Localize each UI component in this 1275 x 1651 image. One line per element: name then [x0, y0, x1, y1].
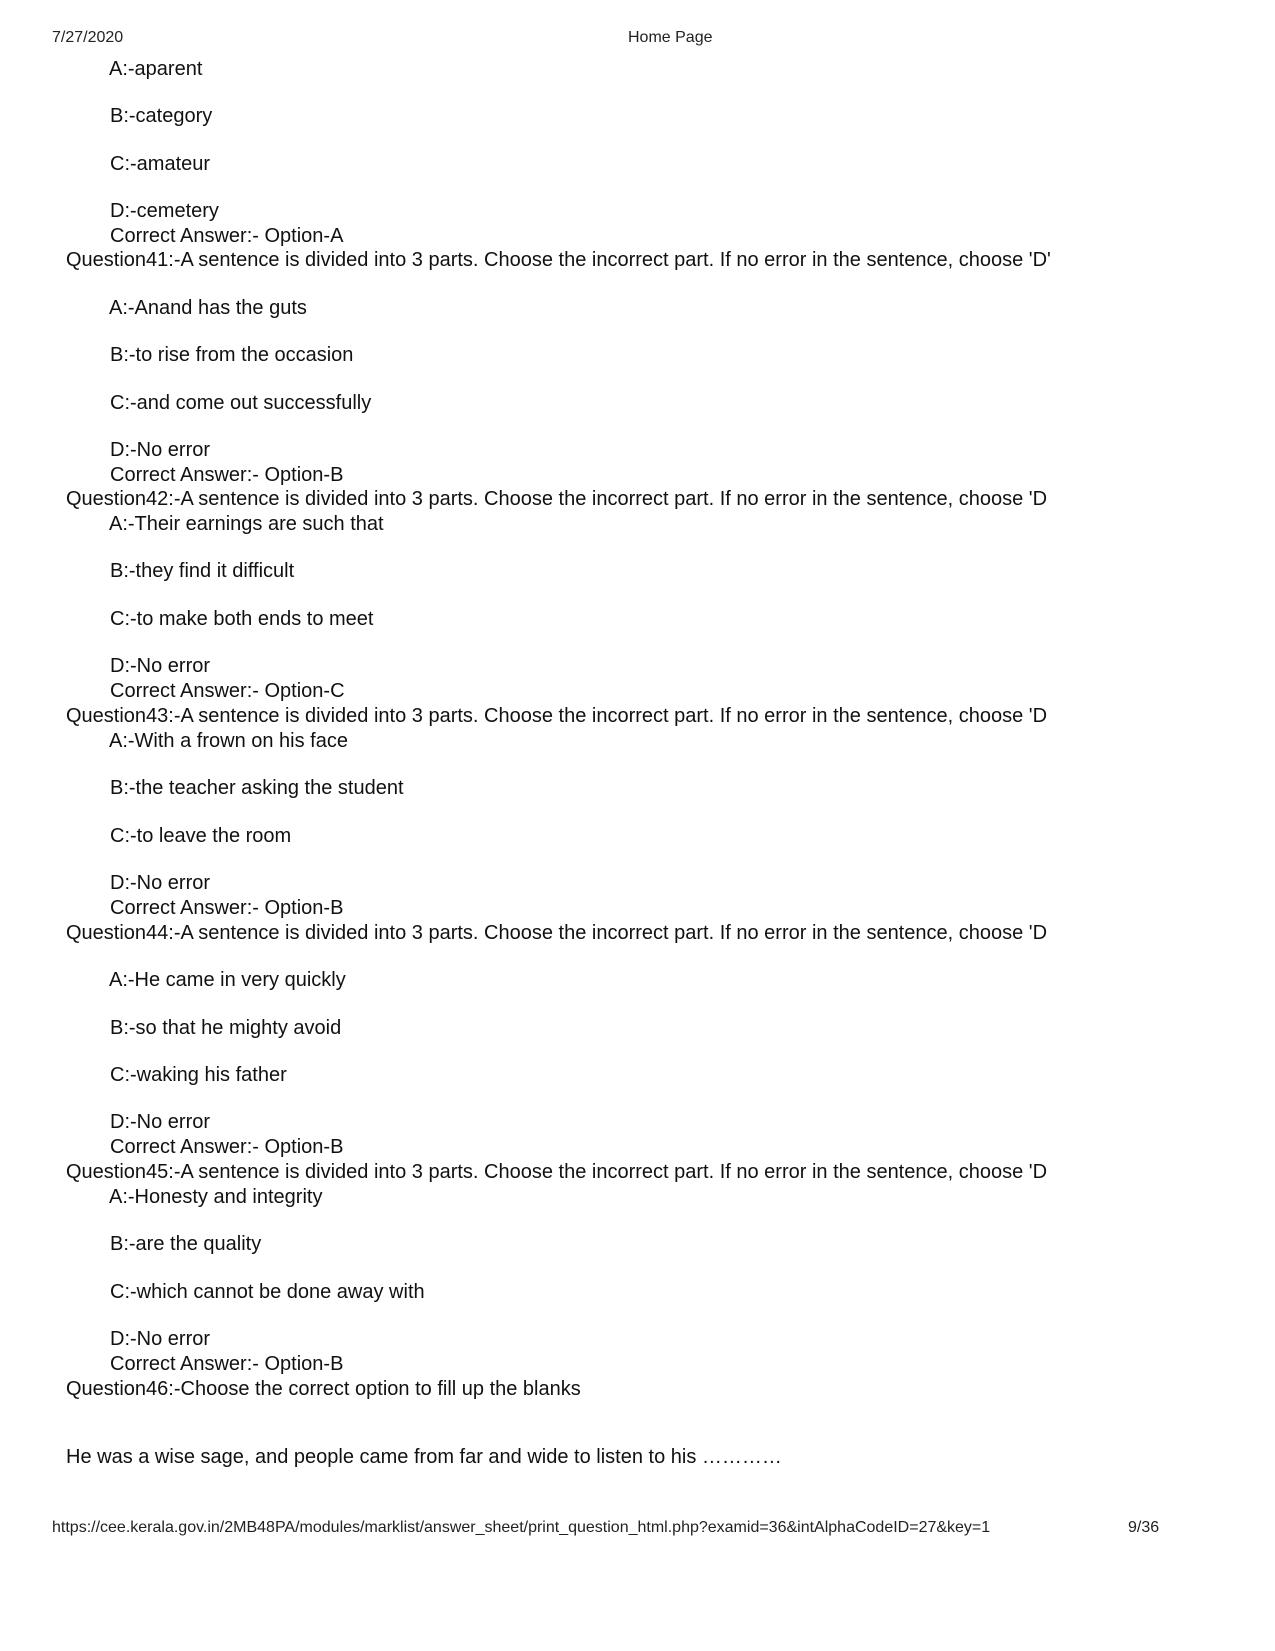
q42-correct-answer: Correct Answer:- Option-C	[110, 680, 345, 702]
q42-option-d: D:-No error	[110, 655, 211, 677]
q45-correct-answer: Correct Answer:- Option-B	[110, 1353, 344, 1375]
q43-question: Question43:-A sentence is divided into 3 parts. Choose the incorrect part. If no error in the sentence, choose 'D	[66, 705, 1048, 727]
q45-option-d: D:-No error	[110, 1328, 211, 1350]
q41-option-a: A:-Anand has the guts	[109, 297, 307, 319]
q42-option-a: A:-Their earnings are such that	[109, 513, 384, 535]
q44-option-b: B:-so that he mighty avoid	[110, 1017, 342, 1039]
q41-correct-answer: Correct Answer:- Option-B	[110, 464, 344, 486]
q45-option-c: C:-which cannot be done away with	[110, 1281, 425, 1303]
q40-option-c: C:-amateur	[110, 153, 211, 175]
q42-option-b: B:-they find it difficult	[110, 560, 295, 582]
q45-option-a: A:-Honesty and integrity	[109, 1186, 323, 1208]
q46-question: Question46:-Choose the correct option to fill up the blanks	[66, 1378, 581, 1400]
q41-option-b: B:-to rise from the occasion	[110, 344, 354, 366]
q44-correct-answer: Correct Answer:- Option-B	[110, 1136, 344, 1158]
q43-option-a: A:-With a frown on his face	[109, 730, 348, 752]
q44-option-d: D:-No error	[110, 1111, 211, 1133]
q43-option-d: D:-No error	[110, 872, 211, 894]
q41-question: Question41:-A sentence is divided into 3 parts. Choose the incorrect part. If no error in the sentence, choose 'D'	[66, 249, 1051, 271]
q43-option-b: B:-the teacher asking the student	[110, 777, 404, 799]
q40-option-a: A:-aparent	[109, 58, 203, 80]
q44-option-a: A:-He came in very quickly	[109, 969, 346, 991]
footer-url[interactable]: https://cee.kerala.gov.in/2MB48PA/modules/marklist/answer_sheet/print_question_html.php?examid=36&intAlphaCodeID=27&key=1	[52, 1519, 991, 1536]
q40-option-d: D:-cemetery	[110, 200, 219, 222]
q43-correct-answer: Correct Answer:- Option-B	[110, 897, 344, 919]
q46-passage: He was a wise sage, and people came from far and wide to listen to his …………	[66, 1446, 782, 1468]
q42-question: Question42:-A sentence is divided into 3 parts. Choose the incorrect part. If no error in the sentence, choose 'D	[66, 488, 1048, 510]
q42-option-c: C:-to make both ends to meet	[110, 608, 374, 630]
q41-option-c: C:-and come out successfully	[110, 392, 372, 414]
page-title: Home Page	[628, 29, 713, 46]
q45-option-b: B:-are the quality	[110, 1233, 262, 1255]
print-date: 7/27/2020	[52, 29, 124, 46]
q45-question: Question45:-A sentence is divided into 3 parts. Choose the incorrect part. If no error in the sentence, choose 'D	[66, 1161, 1048, 1183]
q44-question: Question44:-A sentence is divided into 3 parts. Choose the incorrect part. If no error in the sentence, choose 'D	[66, 922, 1048, 944]
q43-option-c: C:-to leave the room	[110, 825, 292, 847]
q41-option-d: D:-No error	[110, 439, 211, 461]
q40-option-b: B:-category	[110, 105, 213, 127]
page-number: 9/36	[1128, 1519, 1160, 1536]
q44-option-c: C:-waking his father	[110, 1064, 287, 1086]
q40-correct-answer: Correct Answer:- Option-A	[110, 225, 344, 247]
